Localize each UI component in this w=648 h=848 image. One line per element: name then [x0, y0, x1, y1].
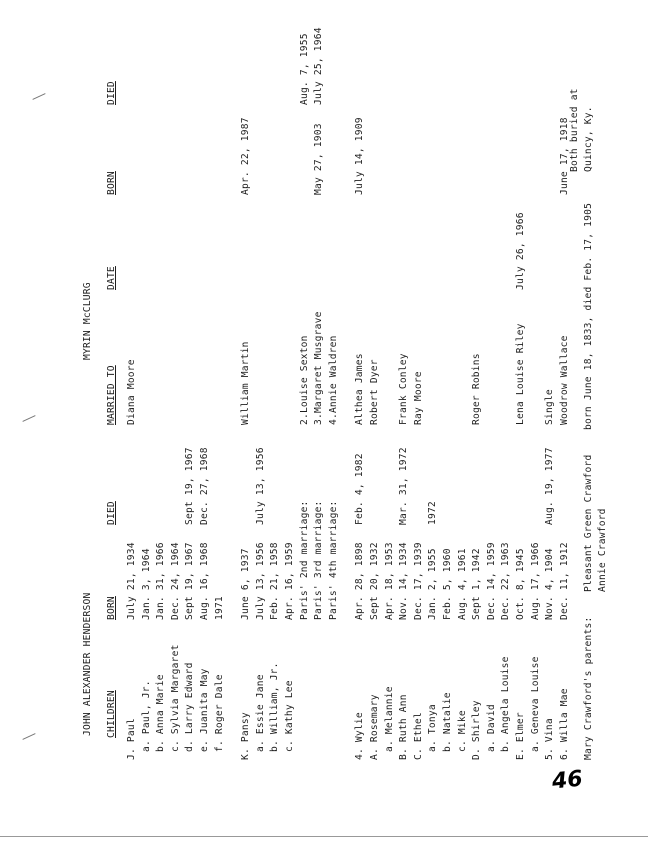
born-date: Aug. 16, 1968: [199, 542, 210, 620]
child-name: c. Kathy Lee: [284, 680, 295, 752]
born-date: Apr. 16, 1959: [284, 542, 295, 620]
married-to: Lena Louise Riley: [515, 323, 526, 425]
child-name: K. Pansy: [240, 712, 252, 760]
born-date: Aug. 4, 1961: [456, 548, 468, 620]
header-died2: DIED: [106, 81, 117, 105]
born-date: Sept 19, 1967: [184, 542, 196, 620]
footer-label: Mary Crawford's parents:: [583, 616, 595, 760]
spouse-born: June 17, 1918: [558, 117, 570, 195]
child-name: f. Roger Dale: [213, 674, 225, 752]
born-date: Dec. 17, 1939: [412, 542, 424, 620]
child-name: 4. Wylie: [354, 712, 366, 760]
child-name: a. Geneva Louise: [529, 656, 541, 752]
born-date: Dec. 24, 1964: [169, 542, 181, 620]
married-to: Single: [544, 389, 556, 425]
spouse-born: May 27, 1903: [313, 123, 325, 195]
child-name: e. Juanita May: [199, 668, 210, 752]
born-date: Apr. 28, 1898: [354, 542, 366, 620]
title-right: MYRIN McCLURG: [82, 282, 93, 360]
died-date: Feb. 4, 1982: [354, 453, 366, 525]
born-date: Feb. 21, 1958: [269, 542, 281, 620]
died-date: Dec. 27, 1968: [199, 447, 210, 525]
footer-line2: Annie Crawford: [597, 508, 609, 592]
margin-mark: [22, 733, 35, 740]
child-name: J. Paul: [126, 718, 137, 760]
child-name: a. Tonya: [427, 704, 439, 752]
child-name: A. Rosemary: [369, 694, 380, 760]
child-name: c. Sylvia Margaret: [169, 644, 181, 752]
married-to: 3.Margaret Musgrave: [313, 311, 325, 425]
child-name: b. William, Jr.: [269, 662, 281, 752]
born-date: Aug. 17, 1966: [529, 542, 541, 620]
header-date: DATE: [106, 266, 117, 290]
spouse-born: Apr. 22, 1987: [240, 117, 252, 195]
child-name: b. Angela Louise: [500, 656, 512, 752]
born-date: Nov. 4, 1904: [544, 548, 556, 620]
child-name: C. Ethel: [412, 712, 424, 760]
married-to: Robert Dyer: [369, 359, 380, 425]
child-name: d. Larry Edward: [184, 662, 196, 752]
child-name: a. David: [485, 704, 497, 752]
married-to: 2.Louise Sexton: [298, 335, 310, 425]
died-date: July 13, 1956: [254, 447, 266, 525]
married-to: Althea James: [354, 353, 366, 425]
married-to: Diana Moore: [126, 359, 137, 425]
born-date: Jan. 31, 1966: [155, 542, 167, 620]
born-date: Dec. 11, 1912: [558, 542, 570, 620]
born-date: Jan. 2, 1955: [427, 548, 439, 620]
born-date: Dec. 14, 1959: [485, 542, 497, 620]
child-name: B. Ruth Ann: [398, 694, 410, 760]
born-date: July 21, 1934: [126, 542, 137, 620]
child-name: 6. Willa Mae: [558, 688, 570, 760]
child-name: b. Natalie: [442, 692, 453, 752]
header-died: DIED: [106, 501, 117, 525]
margin-mark: [22, 415, 35, 422]
title-left: JOHN ALEXANDER HENDERSON: [82, 592, 93, 736]
child-name: a. Essie Jane: [254, 674, 266, 752]
child-name: a. Paul, Jr.: [140, 680, 152, 752]
header-born2: BORN: [106, 171, 117, 195]
born-date: Apr. 18, 1953: [383, 542, 395, 620]
child-name: a. Melannie: [383, 686, 395, 752]
born-date: Dec. 22, 1963: [500, 542, 512, 620]
page-number: 46: [550, 766, 584, 795]
married-to: Woodrow Wallace: [558, 335, 570, 425]
died-date: Sept 19, 1967: [184, 447, 196, 525]
marriage-date: July 26, 1966: [515, 212, 526, 290]
born-date: Oct. 8, 1945: [515, 548, 526, 620]
margin-mark: [32, 93, 45, 100]
born-date: Feb. 5, 1960: [442, 548, 453, 620]
child-name: 5. Vina: [544, 718, 556, 760]
married-to: 4.Annie Waldren: [327, 335, 339, 425]
child-name: E. Elmer: [515, 712, 526, 760]
born-date: Paris' 3rd marriage:: [313, 500, 325, 620]
spouse-born: July 14, 1909: [354, 117, 366, 195]
married-to: Roger Robins: [471, 353, 483, 425]
born-date: Paris' 2nd marriage:: [298, 500, 310, 620]
died-date: Mar. 31, 1972: [398, 447, 410, 525]
born-date: Jan. 3, 1964: [140, 548, 152, 620]
child-name: D. Shirley: [471, 700, 483, 760]
child-name: c. Mike: [456, 710, 468, 752]
born-date: Sept 20, 1932: [369, 542, 380, 620]
bottom-divider: [0, 836, 648, 837]
spouse-died: Aug. 7, 1955: [298, 33, 310, 105]
header-married-to: MARRIED TO: [106, 365, 117, 425]
child-name: b. Anna Marie: [155, 674, 167, 752]
born-date: June 6, 1937: [240, 548, 252, 620]
born-date: July 13, 1956: [254, 542, 266, 620]
header-born: BORN: [106, 596, 117, 620]
married-to: William Martin: [240, 341, 252, 425]
born-date: Nov. 14, 1934: [398, 542, 410, 620]
header-children: CHILDREN: [106, 690, 117, 738]
born-date: Sept 1, 1942: [471, 548, 483, 620]
spouse-died: July 25, 1964: [313, 27, 325, 105]
born-date: 1971: [213, 596, 225, 620]
footer-note2: Quincy, Ky.: [583, 106, 595, 172]
footer-line1: Pleasant Green Crawford: [583, 454, 595, 592]
died-date: 1972: [427, 501, 439, 525]
married-to: Ray Moore: [412, 371, 424, 425]
rotated-genealogy-table: [82, 12, 609, 760]
born-date: Paris' 4th marriage:: [327, 500, 339, 620]
footer-note1: Both buried at: [569, 88, 581, 172]
married-to: Frank Conley: [398, 353, 410, 425]
footer-line1-rest: born June 18, 1833, died Feb. 17, 1905: [583, 202, 595, 430]
died-date: Aug. 19, 1977: [544, 447, 556, 525]
